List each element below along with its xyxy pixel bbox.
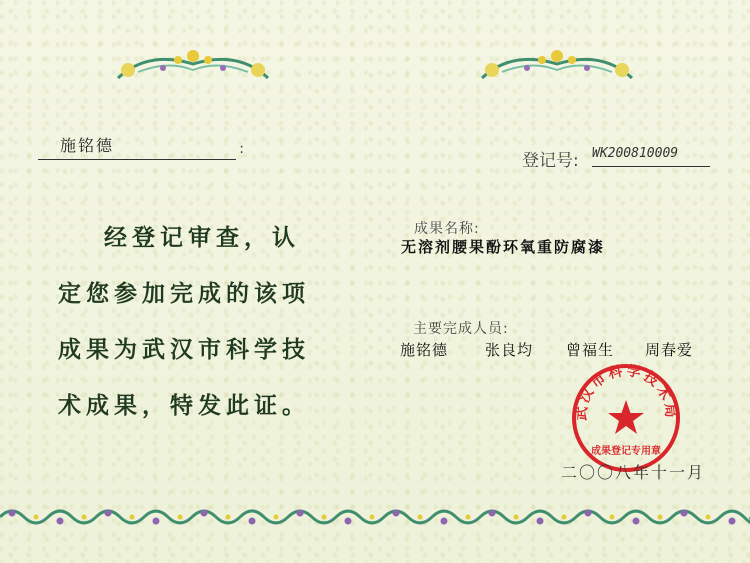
official-seal xyxy=(570,362,682,474)
body-line: 成果为武汉市科学技 xyxy=(58,336,310,363)
team-member: 周春爱 xyxy=(645,341,694,359)
body-line: 术成果，特发此证。 xyxy=(58,392,310,419)
seal-bottom-text: 成果登记专用章 xyxy=(591,446,661,457)
registration-label: 登记号: xyxy=(522,151,579,171)
floral-ornament-left xyxy=(108,42,278,86)
recipient-colon: : xyxy=(239,141,244,157)
team-member: 张良均 xyxy=(485,341,534,359)
body-line: 经登记审查，认 xyxy=(104,224,300,251)
achievement-name: 无溶剂腰果酚环氧重防腐漆 xyxy=(401,238,606,256)
team-label: 主要完成人员: xyxy=(413,321,509,337)
recipient-field xyxy=(38,133,244,160)
team-member: 曾福生 xyxy=(566,341,615,359)
registration-number: WK200810009 xyxy=(592,146,710,167)
recipient-name: 施铭德 xyxy=(60,136,115,155)
achievement-label: 成果名称: xyxy=(414,221,480,237)
team-member: 施铭德 xyxy=(400,341,449,359)
issue-date: 二〇〇八年十一月 xyxy=(561,463,706,482)
floral-border-bottom xyxy=(0,503,750,531)
body-line: 定您参加完成的该项 xyxy=(58,280,310,307)
seal-top-text: 武汉市科学技术局 xyxy=(573,362,679,422)
floral-ornament-right xyxy=(472,42,642,86)
certificate-body xyxy=(58,210,338,434)
